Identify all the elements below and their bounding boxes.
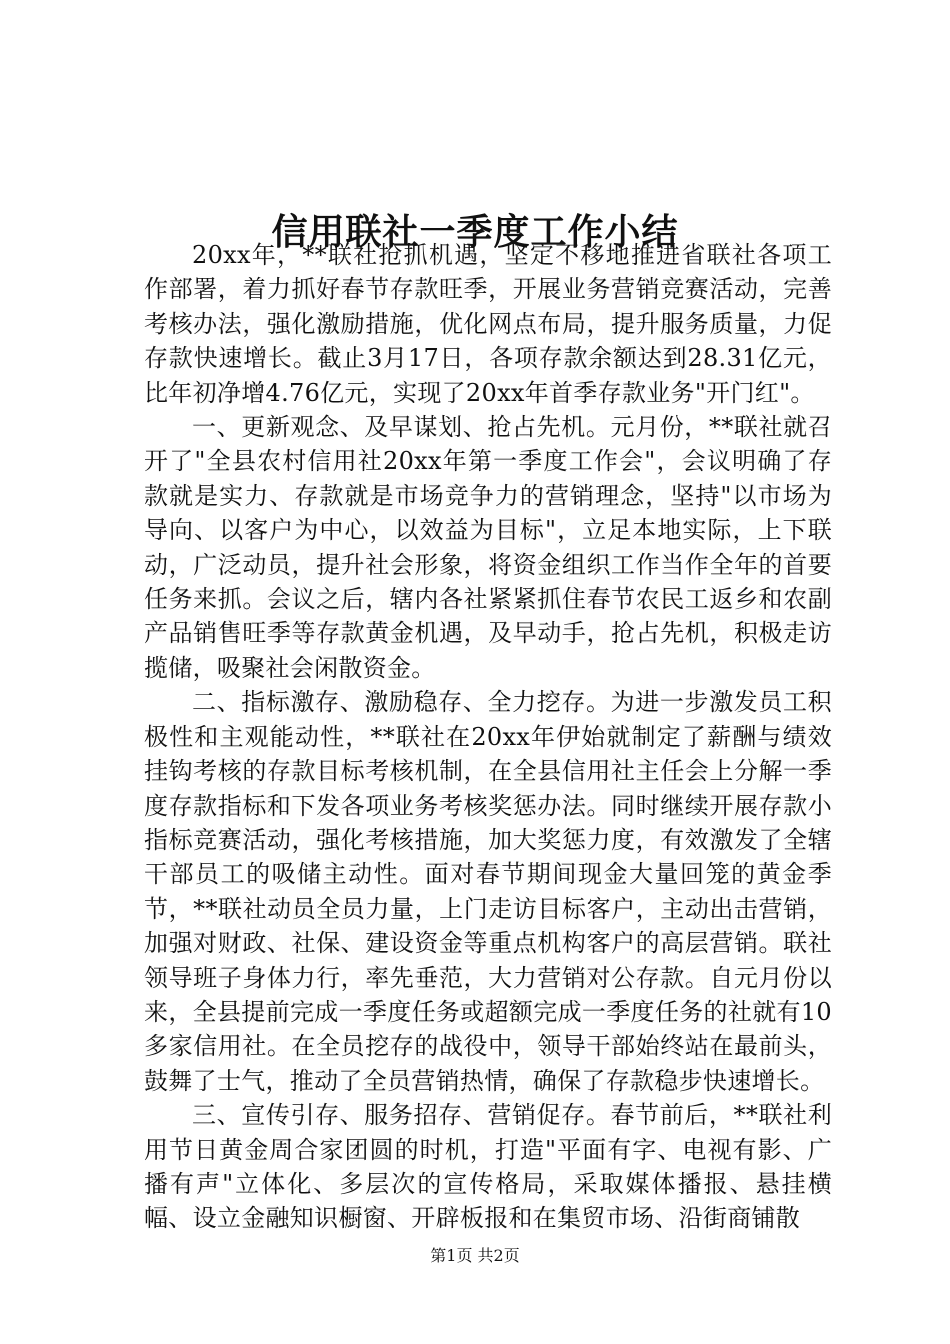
paragraph-section-1: 一、更新观念、及早谋划、抢占先机。元月份，**联社就召开了"全县农村信用社20xx年第一季度工作会"，会议明确了存款就是实力、存款就是市场竞争力的营销理念，坚持"以市场为导向、以客户为中心，以效益为目标"，立足本地实际，上下联动，广泛动员，提升社会形象，将资金组织工作当作全年的首要任务来抓。会议之后，辖内各社紧紧抓住春节农民工返乡和农副产品销售旺季等存款黄金机遇，及早动手，抢占先机，积极走访揽储，吸聚社会闲散资金。 [144, 413, 832, 682]
document-body [144, 238, 832, 1236]
paragraph-section-3: 三、宣传引存、服务招存、营销促存。春节前后，**联社利用节日黄金周合家团圆的时机，打造"平面有字、电视有影、广播有声"立体化、多层次的宣传格局，采取媒体播报、悬挂横幅、设立金融知识橱窗、开辟板报和在集贸市场、沿街商铺散 [144, 1101, 832, 1233]
paragraph-section-2: 二、指标激存、激励稳存、全力挖存。为进一步激发员工积极性和主观能动性，**联社在20xx年伊始就制定了薪酬与绩效挂钩考核的存款目标考核机制，在全县信用社主任会上分解一季度存款指标和下发各项业务考核奖惩办法。同时继续开展存款小指标竞赛活动，强化考核措施，加大奖惩力度，有效激发了全辖干部员工的吸储主动性。面对春节期间现金大量回笼的黄金季节，**联社动员全员力量，上门走访目标客户，主动出击营销，加强对财政、社保、建设资金等重点机构客户的高层营销。联社领导班子身体力行，率先垂范，大力营销对公存款。自元月份以来，全县提前完成一季度任务或超额完成一季度任务的社就有10多家信用社。在全员挖存的战役中，领导干部始终站在最前头，鼓舞了士气，推动了全员营销热情，确保了存款稳步快速增长。 [144, 688, 832, 1095]
paragraph-intro: 20xx年，**联社抢抓机遇，坚定不移地推进省联社各项工作部署，着力抓好春节存款旺季，开展业务营销竞赛活动，完善考核办法，强化激励措施，优化网点布局，提升服务质量，力促存款快速增长。截止3月17日，各项存款余额达到28.31亿元，比年初净增4.76亿元，实现了20xx年首季存款业务"开门红"。 [144, 241, 832, 407]
document-title: 信用联社一季度工作小结 [271, 211, 679, 254]
page-number-footer: 第1页 共2页 [430, 1246, 520, 1265]
